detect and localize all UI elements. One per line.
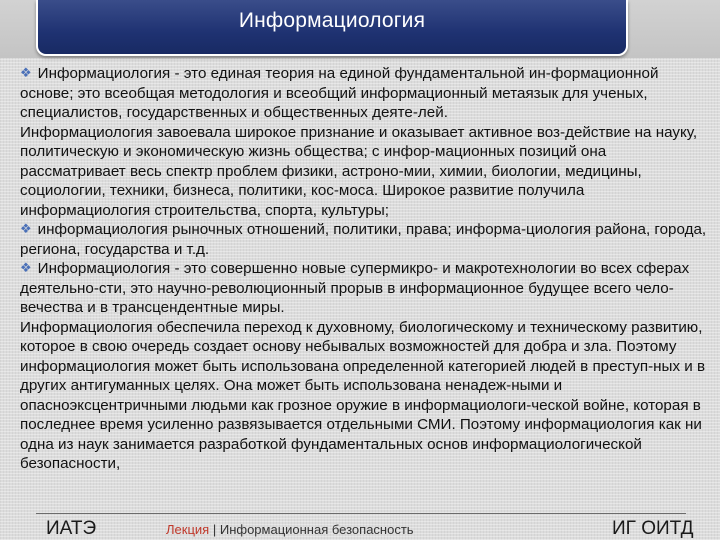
footer-divider xyxy=(36,513,686,514)
paragraph-text: Информациология - это единая теория на единой фундаментальной ин-формационной основе; это всеобщая методология и всеобщий информационный метаязык для ученых, специалистов, государственных и общественных деяте-лей. xyxy=(20,65,659,121)
diamond-bullet-icon: ❖ xyxy=(20,221,32,236)
slide-footer xyxy=(0,508,720,540)
paragraph-text: Информациология обеспечила переход к духовному, биологическому и техническому развитию, которое в свою очередь создает основу небывалых возможностей для добра и зла. Поэтому информациология может быть использована определенной категорией людей в преступ-ных и в других антигуманных целях. Она может быть использована ненадеж-ными и опасноэксцентричными людьми как грозное оружие в информациологи-ческой войне, которая в последнее время усиленно развязывается отдельными СМИ. Поэтому информациология как ни одна из наук занимается разработкой фундаментальных основ информациологической безопасности, xyxy=(20,318,706,472)
paragraph-4 xyxy=(20,259,714,318)
slide-title: Информациология xyxy=(238,9,426,32)
footer-department: ИГ ОИТД xyxy=(612,518,694,539)
footer-separator: | xyxy=(212,522,217,537)
paragraph-5 xyxy=(20,318,714,474)
paragraph-text: Информациология - это совершенно новые супермикро- и макротехнологии во всех сферах деятельно-сти, это научно-революционный прорыв в информационное будущее всего чело-вечества и в трансцендентные миры. xyxy=(20,260,690,316)
paragraph-text: информациология рыночных отношений, политики, права; информа-циология района, города, региона, государства и т.д. xyxy=(20,221,707,258)
diamond-bullet-icon: ❖ xyxy=(20,65,32,80)
paragraph-2 xyxy=(20,123,714,221)
paragraph-text: Информациология завоевала широкое признание и оказывает активное воз-действие на науку, политическую и экономическую жизнь общества; с инфор-мационных позиций она рассматривает весь спектр проблем физики, астроно-мии, химии, биологии, медицины, социологии, техники, бизнеса, политики, кос-моса. Широкое развитие получила информациология строительства, спорта, культуры; xyxy=(20,123,698,219)
diamond-bullet-icon: ❖ xyxy=(20,260,32,275)
footer-institution: ИАТЭ xyxy=(46,518,97,539)
footer-course-title: Информационная безопасность xyxy=(219,522,414,537)
paragraph-3 xyxy=(20,220,714,259)
paragraph-1 xyxy=(20,64,714,123)
footer-lecture-label: Лекция xyxy=(166,522,210,537)
slide-body xyxy=(20,64,714,474)
footer-course xyxy=(166,522,414,537)
title-banner xyxy=(36,0,628,56)
